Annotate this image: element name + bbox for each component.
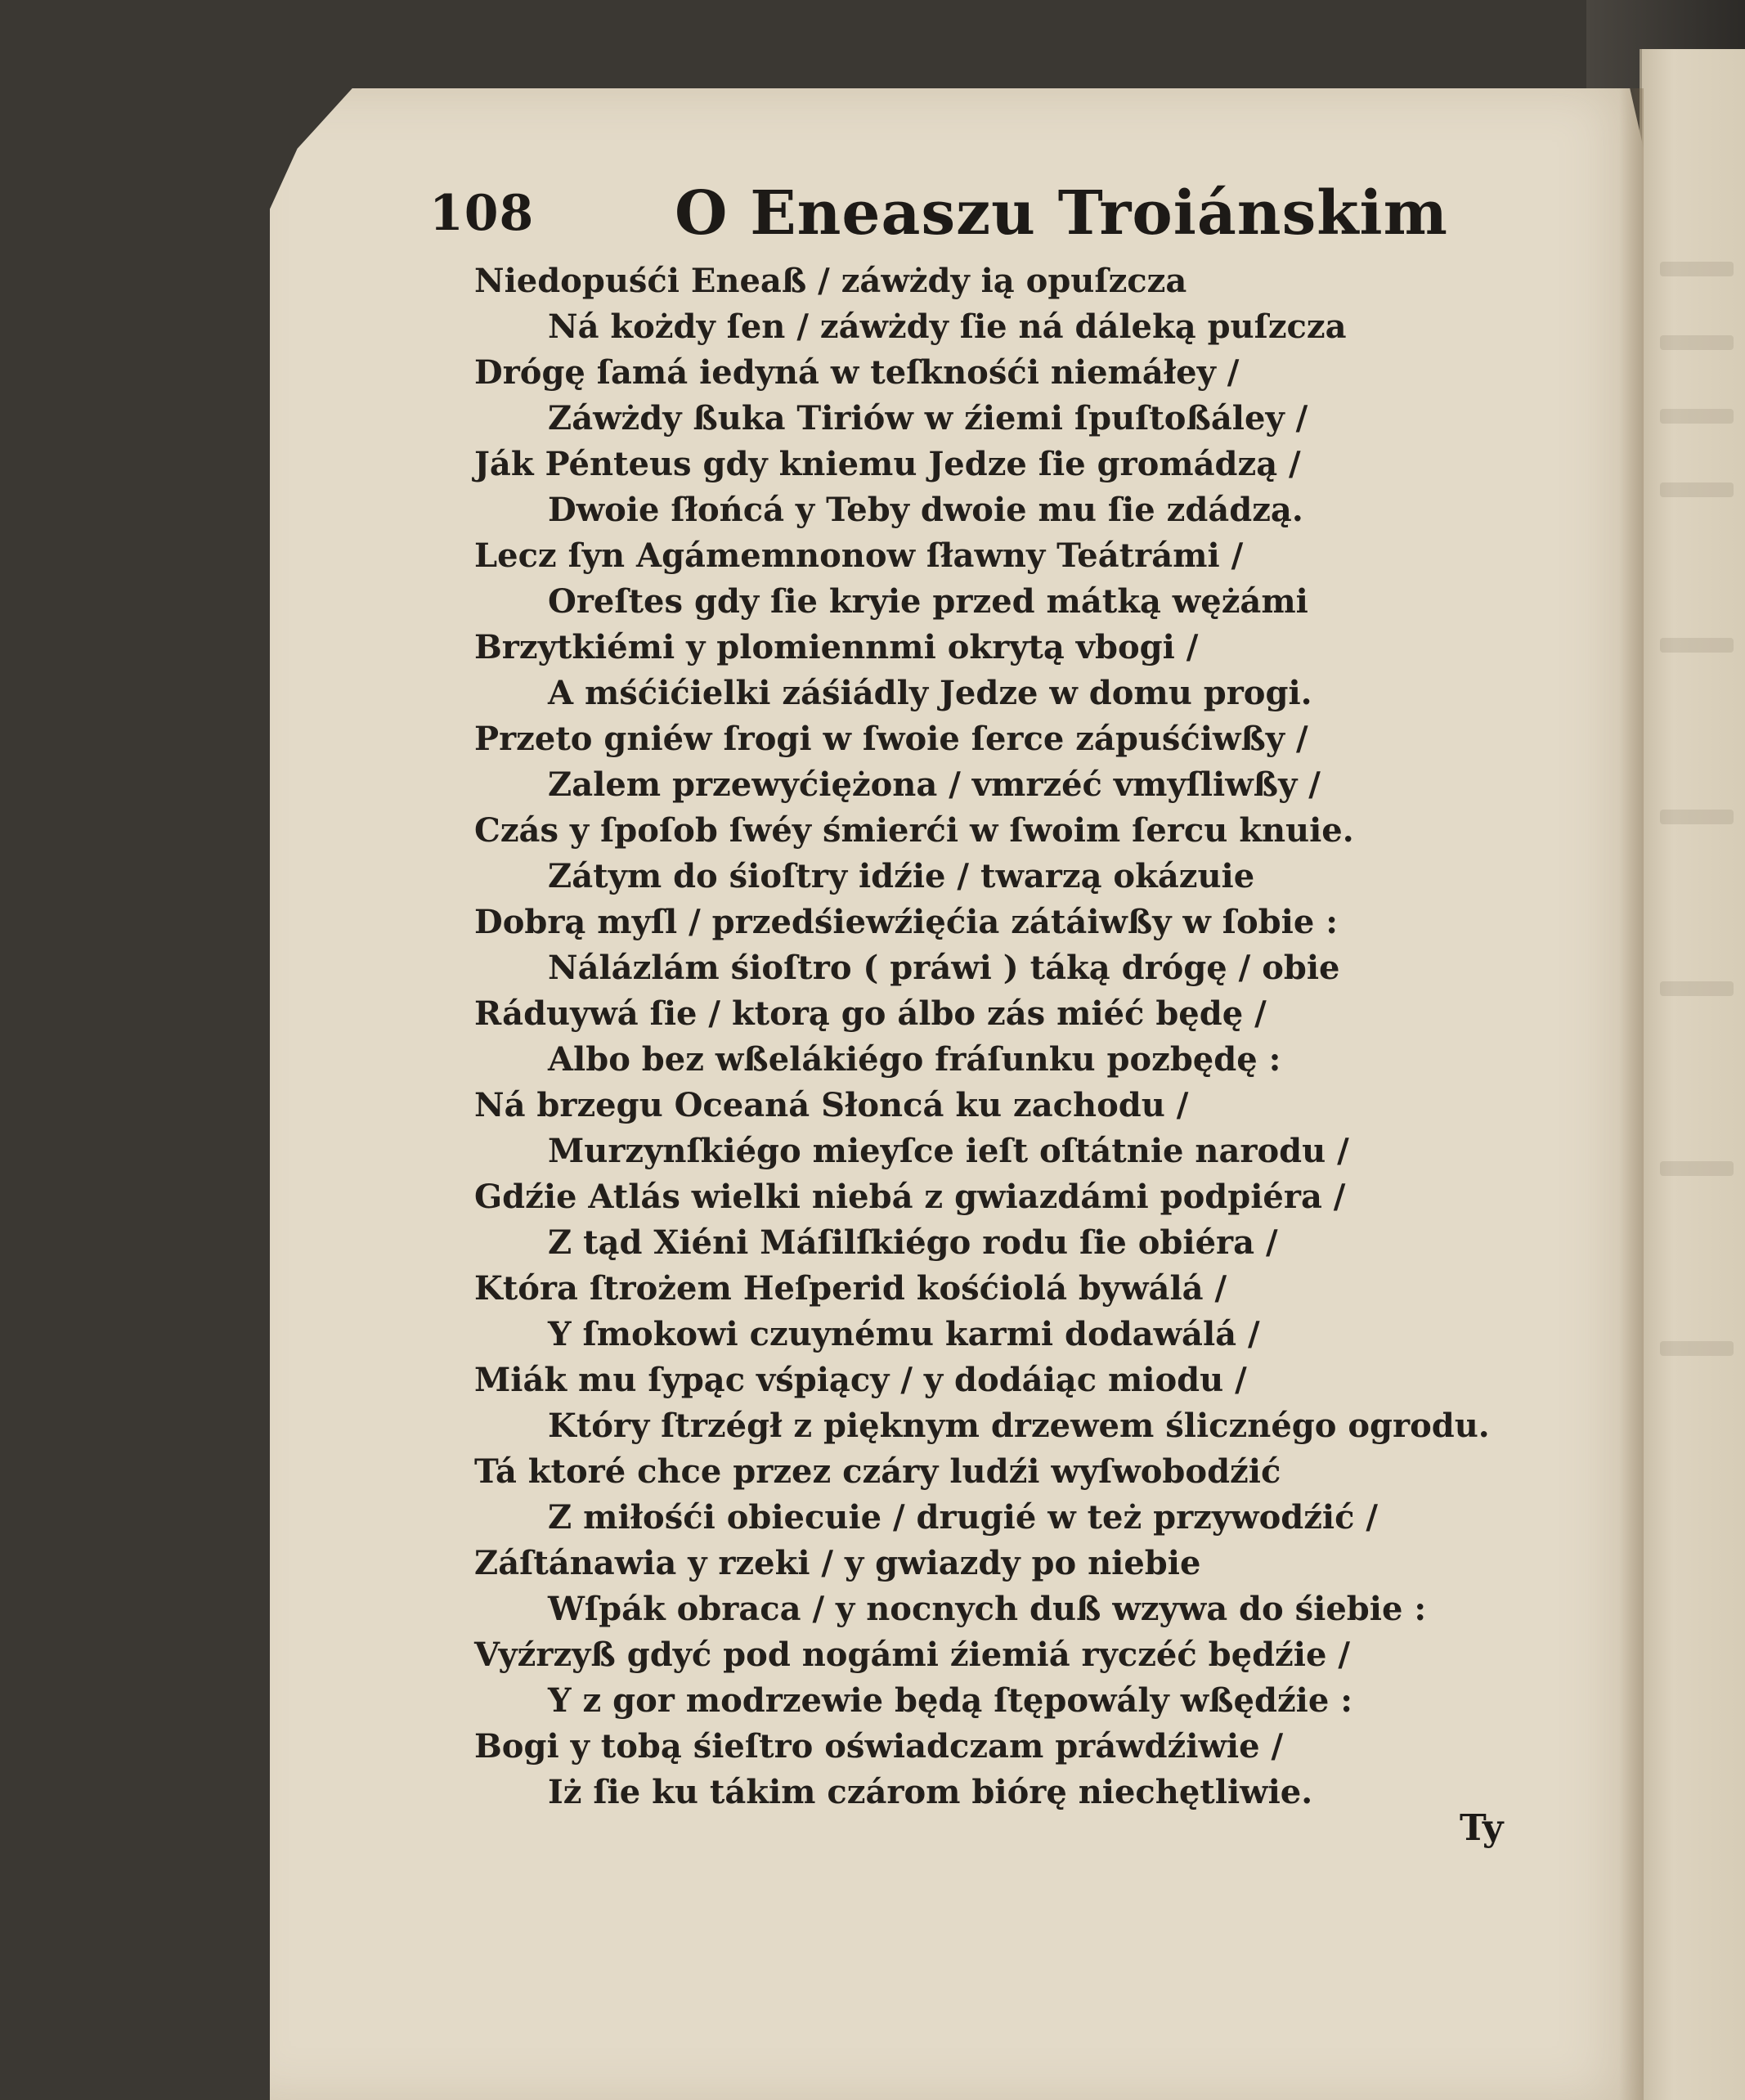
running-title: O Eneaszu Troiánskim	[675, 178, 1448, 249]
verse-line: Dwoie ſłońcá y Teby dwoie mu ſie zdádzą.	[548, 491, 1303, 529]
verse-line: Nálázlám śioſtro ( práwi ) táką drógę / obie	[548, 949, 1340, 987]
verse-line: Drógę ſamá iedyná w teſknośći niemáłey /	[474, 353, 1240, 392]
verse-line: Y ſmokowi czuynému karmi dodawálá /	[548, 1315, 1260, 1353]
next-page-edge	[1640, 49, 1745, 2100]
verse-line: Z miłośći obiecuie / drugié w też przywodźić /	[548, 1498, 1379, 1537]
verse-line: Tá ktoré chce przez czáry ludźi wyſwobodźić	[474, 1452, 1281, 1491]
verse-line: Czás y ſpoſob ſwéy śmierći w ſwoim ſercu knuie.	[474, 811, 1354, 850]
verse-line: Vyźrzyß gdyć pod nogámi źiemiá ryczéć będźie /	[474, 1636, 1350, 1674]
show-through-line	[1660, 262, 1734, 276]
verse-line: Ráduywá ſie / ktorą go álbo zás miéć będę /	[474, 994, 1267, 1033]
verse-line: Oreſtes gdy ſie kryie przed mátką wężámi	[548, 582, 1308, 621]
verse-line: Zalem przewyćiężona / vmrzéć vmyſliwßy /	[548, 765, 1321, 804]
show-through-line	[1660, 335, 1734, 350]
verse-line: Záwżdy ßuka Tiriów w źiemi ſpuſtoßáley /	[548, 399, 1308, 438]
show-through-line	[1660, 810, 1734, 824]
verse-line: Z tąd Xiéni Máſilſkiégo rodu ſie obiéra /	[548, 1223, 1278, 1262]
verse-line: Lecz ſyn Agámemnonow ſławny Teátrámi /	[474, 536, 1244, 575]
page-gutter-shadow	[1619, 88, 1644, 2100]
verse-line: Murzynſkiégo mieyſce ieſt oſtátnie narodu /	[548, 1132, 1349, 1170]
show-through-line	[1660, 1161, 1734, 1176]
verse-line: Albo bez wßelákiégo fráſunku pozbędę :	[548, 1040, 1281, 1079]
verse-line: Y z gor modrzewie będą ſtępowály wßędźie :	[548, 1681, 1353, 1720]
verse-line: Miák mu ſypąc vśpiący / y dodáiąc miodu /	[474, 1361, 1247, 1399]
verse-line: Niedopuśći Eneaß / záwżdy ią opuſzcza	[474, 262, 1187, 300]
verse-line: Ná brzegu Oceaná Słoncá ku zachodu /	[474, 1086, 1189, 1124]
verse-line: Iż ſie ku tákim czárom biórę niechętliwie.	[548, 1773, 1313, 1811]
verse-line: Ná kożdy ſen / záwżdy ſie ná dáleką puſzcza	[548, 307, 1347, 346]
verse-line: Ják Pénteus gdy kniemu Jedze ſie gromádzą /	[474, 445, 1301, 483]
show-through-line	[1660, 409, 1734, 424]
catchword: Ty	[1460, 1807, 1504, 1849]
verse-line: Dobrą myſl / przedśiewźięćia zátáiwßy w ſobie :	[474, 903, 1338, 941]
verse-line: Która ſtrożem Heſperid kośćiolá bywálá /	[474, 1269, 1227, 1308]
verse-line: Wſpák obraca / y nocnych duß wzywa do śiebie :	[548, 1590, 1427, 1628]
verse-line: Gdźie Atlás wielki niebá z gwiazdámi podpiéra /	[474, 1178, 1346, 1216]
show-through-line	[1660, 981, 1734, 996]
verse-line: Záſtánawia y rzeki / y gwiazdy po niebie	[474, 1544, 1201, 1582]
verse-line: Zátym do śioſtry idźie / twarzą okázuie	[548, 857, 1255, 895]
verse-line: A mśćićielki záśiádly Jedze w domu progi.	[548, 674, 1312, 712]
show-through-line	[1660, 638, 1734, 653]
verse-line: Przeto gniéw ſrogi w ſwoie ſerce zápuśćiwßy /	[474, 720, 1308, 758]
show-through-line	[1660, 482, 1734, 497]
page-number: 108	[429, 185, 535, 242]
verse-line: Bogi y tobą śieſtro oświadczam práwdźiwie /	[474, 1727, 1284, 1766]
verse-line: Który ſtrzégł z pięknym drzewem ślicznégo ogrodu.	[548, 1407, 1490, 1445]
page-header	[429, 178, 1448, 252]
show-through-line	[1660, 1341, 1734, 1356]
verse-line: Brzytkiémi y plomiennmi okrytą vbogi /	[474, 628, 1199, 666]
